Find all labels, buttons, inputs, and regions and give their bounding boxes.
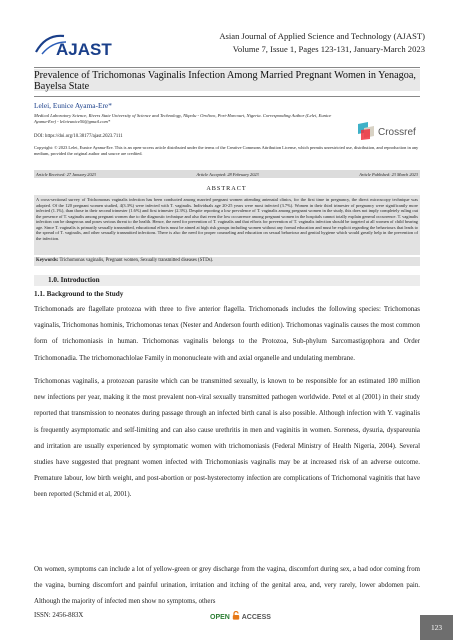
date-accepted: Article Accepted: 28 February 2023 (196, 171, 259, 177)
crossref-icon (356, 120, 426, 142)
open-access-badge (210, 611, 271, 621)
doi-link[interactable]: DOI: https://doi.org/10.38177/ajast.2023.7111 (34, 134, 123, 139)
crossref-badge[interactable] (356, 120, 426, 142)
header-rule (34, 67, 420, 68)
paragraph-2: Trichomonas vaginalis, a protozoan parasite which can be transmitted sexually, is known to be responsible for an estimated 180 million new infections per year, making it the most prevalent non-viral sexually transmitted pathogen worldwide. Petel et al (2001) in their study reported that transmission to neonates during passage through an infected birth canal is also possible. Although infection with Y. vaginalis is frequently asymptomatic and self-limiting and can also cause urethritis in men and vaginitis in women. Soreness, dysuria, dyspareunia and irritation are usually experienced by symptomatic women with trichomoniasis (Federal Ministry of Health Nigeria, 2004). Several studies have suggested that pregnant women infected with Trichomoniasis vaginalis may be at increased risk of an adverse outcome. Premature labour, low birth weight, and post-abortion or post-hysterectomy infection are complications of Trichomonal vaginitis that have been reported (Schmid et al, 2001). (34, 378, 420, 499)
date-published: Article Published: 23 March 2023 (359, 171, 418, 177)
authors[interactable]: Lelei, Eunice Ayama-Ere* (34, 101, 112, 110)
copyright-notice: Copyright: © 2023 Lelei, Eunice Ayama-Ere. This is an open-access article distributed under the terms of the Creative Commons Attribution License, which permits unrestricted use, distribution, and reproduction in any medium, provided the original author and source are credited. (34, 145, 419, 156)
article-title: Prevalence of Trichomonas Vaginalis Infection Among Married Pregnant Women in Yenagoa, Bayelsa State (34, 70, 416, 92)
date-received: Article Received: 27 January 2023 (36, 171, 96, 177)
section-heading: 1.0. Introduction (48, 276, 100, 284)
journal-logo (34, 28, 139, 64)
paragraph-1: Trichomonads are flagellate protozoa with three to five anterior flagella. Trichomonads includes the following species: Trichomonas vaginalis, Trichomonas hominis, Trichomonas tenax (Nester and Anderson fourth edition). Trichomonas vaginalis causes the most common form of trichomoniasis in human. Trichomonas vaginalis belongs to the Protozoa, Sub-phylum Sarcomastigophora and Order Trichomonadia. The trichomonachlolae Family in mononucleate with and axial organelle and undulating membrane. (34, 306, 420, 362)
affiliation: Medical Laboratory Science, Rivers State University of Science and Technology, Nkpolu - Oroliwo, Port-Harcourt, Nigeria. Corresponding Author (Lelei, Eunice Ayama-Ere) - leleieunice50@gmail.com* (34, 113, 332, 124)
keywords-label: Keywords: (36, 258, 59, 263)
padlock-icon (232, 611, 240, 620)
subsection-heading: 1.1. Background to the Study (34, 290, 124, 298)
journal-volume: Volume 7, Issue 1, Pages 123-131, January-March 2023 (232, 44, 425, 54)
paragraph-3: On women, symptoms can include a lot of yellow-green or grey discharge from the vagina, discomfort during sex, a bad odor coming from the vagina, burning discomfort and painful urination, irritation and itching of the genital area, and, very rarely, lower abdomen pain. Although the majority of infected men show no symptoms, others (34, 566, 420, 606)
abstract-heading: ABSTRACT (206, 185, 247, 192)
title-rule (34, 96, 420, 97)
keywords-text: Trichomonas vaginalis, Pregnant women, Sexually transmitted diseases (STDs). (59, 258, 214, 263)
journal-name: Asian Journal of Applied Science and Technology (AJAST) (219, 31, 425, 41)
access-label: ACCESS (241, 614, 271, 621)
issn: ISSN: 2456-883X (34, 612, 84, 619)
open-label: OPEN (210, 614, 230, 621)
page-number: 123 (420, 615, 453, 640)
crossref-label: Crossref (378, 127, 416, 138)
logo-text: AJAST (56, 40, 112, 59)
journal-header (165, 30, 425, 56)
abstract-text: A cross-sectional survey of Trichomonas vaginalis infection has been conducted among married pregnant women attending antenatal clinics, for the first time in pregnancy, the direct microscopy technique was adopted. Of the 120 pregnant women studied, 4(3.3%) were infected with T. vaginalis. Individuals age 20-25 years were most infected (3.7%). Women in their third trimester of pregnancy were significantly more infected (1.1%), than those in their second trimester (1.6%) and first trimester (2.3%). Despite reporting a low prevalence of T. vaginalis among pregnant women in the study, this does not imply completely ruling out the presence of T. vaginalis among pregnant women due to the diagnostic technique and also that even the low occurrence among pregnant women in the hospitals cannot totally explain general occurrence. T. vaginalis infection can be dangerous and poses serious threat to the health. Hence, the need for prevention of T. vaginalis and that efforts for prevention of T. vaginalis infection should be targeted at all women of child bearing age. Since T. vaginalis is primarily sexually transmitted, educational efforts must be aimed at high risk groups including women without any formal education and must be explicit regarding the behaviours that leads to the spread of T. vaginalis, and other sexually transmitted infections. There is also the need for proper counseling and education on sexual behaviour and genital hygiene which would greatly help in the prevention of the infection. (36, 197, 418, 241)
keywords (36, 258, 213, 263)
article-dates (34, 170, 420, 178)
